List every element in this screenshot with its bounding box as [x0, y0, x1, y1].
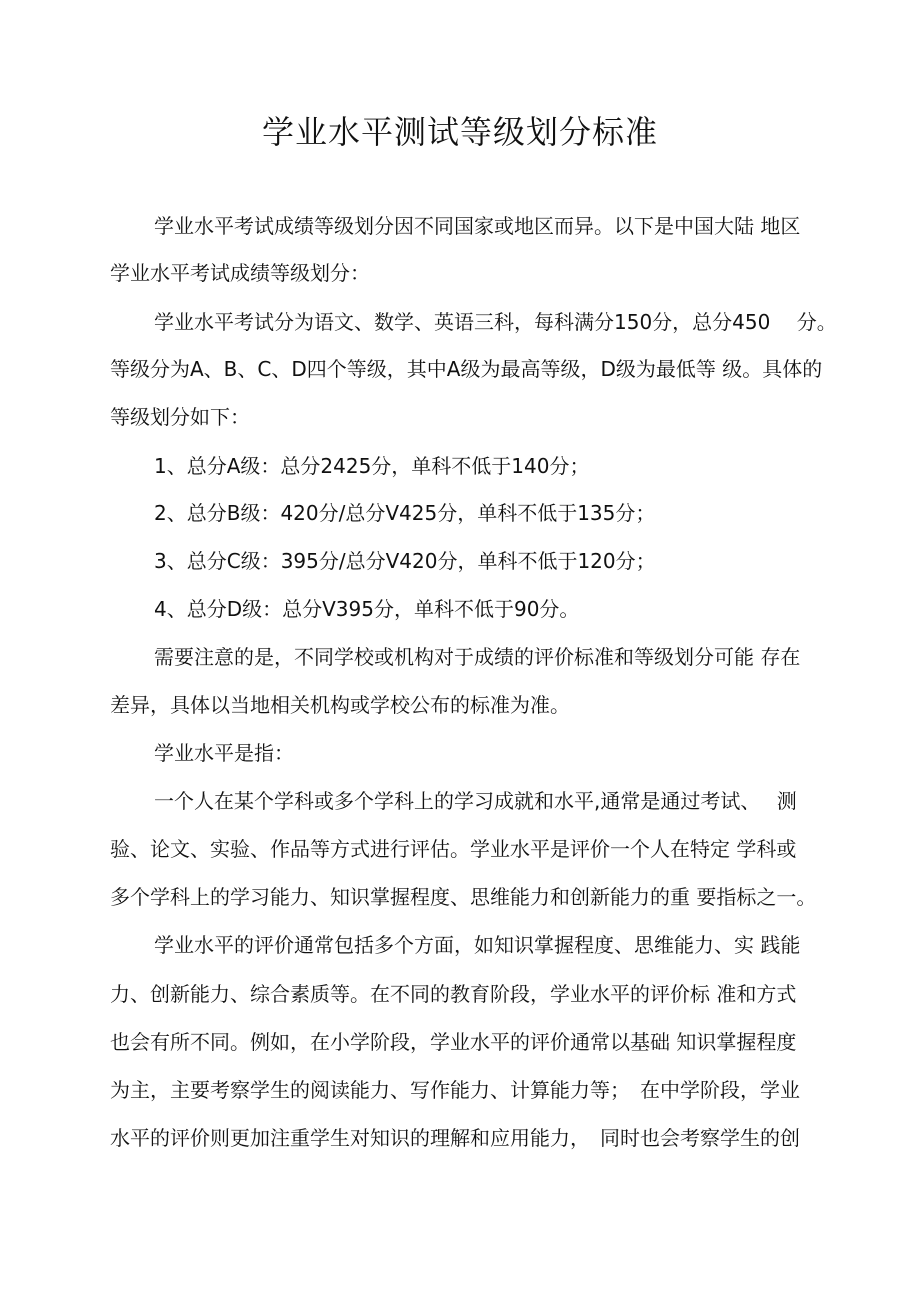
paragraph-line: 验、论文、实验、作品等方式进行评估。学业水平是评价一个人在特定 学科或	[110, 837, 797, 861]
paragraph-line: 学业水平考试成绩等级划分因不同国家或地区而异。以下是中国大陆 地区	[154, 214, 801, 238]
paragraph-line: 差异，具体以当地相关机构或学校公布的标准为准。	[110, 693, 570, 717]
list-item: 2、总分B级：420分/总分V425分，单科不低于135分；	[154, 501, 656, 525]
paragraph-line: 等级分为A、B、C、D四个等级，其中A级为最高等级，D级为最低等 级。具体的	[110, 357, 823, 381]
paragraph-line: 多个学科上的学习能力、知识掌握程度、思维能力和创新能力的重 要指标之一。	[110, 885, 817, 909]
paragraph-line: 等级划分如下：	[110, 405, 250, 429]
paragraph-line: 学业水平是指：	[154, 741, 294, 765]
paragraph-line: 学业水平考试分为语文、数学、英语三科，每科满分150分，总分450 分。	[154, 310, 837, 334]
paragraph-line: 力、创新能力、综合素质等。在不同的教育阶段，学业水平的评价标 准和方式	[110, 982, 797, 1006]
paragraph-line: 为主，主要考察学生的阅读能力、写作能力、计算能力等； 在中学阶段，学业	[110, 1078, 800, 1102]
paragraph-line: 学业水平考试成绩等级划分：	[110, 261, 370, 285]
paragraph-line: 也会有所不同。例如，在小学阶段，学业水平的评价通常以基础 知识掌握程度	[110, 1030, 797, 1054]
list-item: 4、总分D级：总分V395分，单科不低于90分。	[154, 597, 580, 621]
paragraph-line: 水平的评价则更加注重学生对知识的理解和应用能力， 同时也会考察学生的创	[110, 1126, 800, 1150]
paragraph-line: 学业水平的评价通常包括多个方面，如知识掌握程度、思维能力、实 践能	[154, 933, 801, 957]
paragraph-line: 需要注意的是，不同学校或机构对于成绩的评价标准和等级划分可能 存在	[154, 645, 801, 669]
document-title: 学业水平测试等级划分标准	[261, 113, 658, 151]
list-item: 3、总分C级：395分/总分V420分，单科不低于120分；	[154, 549, 656, 573]
paragraph-line: 一个人在某个学科或多个学科上的学习成就和水平,通常是通过考试、 测	[154, 789, 797, 813]
list-item: 1、总分A级：总分2425分，单科不低于140分；	[154, 454, 590, 478]
